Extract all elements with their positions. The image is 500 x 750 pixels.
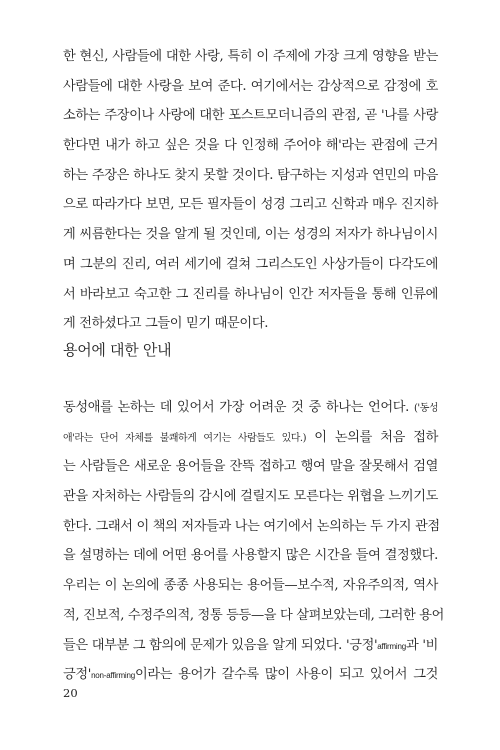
text-line: 한다면 내가 하고 싶은 것을 다 인정해 주어야 해'라는 관점에 근거 <box>63 138 438 154</box>
text-line: 소하는 주장이나 사랑에 대한 포스트모더니즘의 관점, 곧 '나를 사랑 <box>63 108 438 124</box>
text-line: 을 설명하는 데에 어떤 용어를 사용할지 많은 시간을 들여 결정했다. <box>63 548 438 564</box>
text-line: 서 바라보고 숙고한 그 진리를 하나님이 인간 저자들을 통해 인류에 <box>63 286 438 302</box>
text-line: 한다. 그래서 이 책의 저자들과 나는 여기에서 논의하는 두 가지 관점 <box>63 518 440 534</box>
text-line: 하는 주장은 하나도 찾지 못할 것이다. 탐구하는 지성과 연민의 마음 <box>63 167 438 183</box>
line-text: 과 '비 <box>406 637 438 653</box>
body-paragraph-1 <box>63 42 438 339</box>
english-gloss: affirming <box>377 641 407 651</box>
text-line: 게 씨름한다는 것을 알게 될 것인데, 이는 성경의 저자가 하나님이시 <box>63 227 438 243</box>
parenthetical-note: ('동성 <box>414 403 438 414</box>
text-line: 는 사람들은 새로운 용어들을 잔뜩 접하고 행여 말을 잘못해서 검열 <box>63 459 438 475</box>
text-line: 사람들에 대한 사랑을 보여 준다. 여기에서는 감상적으로 감정에 호 <box>63 78 438 94</box>
line-text: 이라는 용어가 갈수록 많이 사용이 되고 있어서 그것 <box>135 667 438 683</box>
text-line: 게 전하셨다고 그들이 믿기 때문이다. <box>63 316 269 332</box>
english-gloss: non-affirming <box>91 671 136 681</box>
body-paragraph-2 <box>63 393 445 690</box>
line-text: 동성애를 논하는 데 있어서 가장 어려운 것 중 하나는 언어다. <box>63 400 410 415</box>
section-heading: 용어에 대한 안내 <box>63 341 172 359</box>
parenthetical-note: 애'라는 단어 자체를 불쾌하게 여기는 사람들도 있다.) <box>63 432 307 444</box>
text-line: 으로 따라가다 보면, 모든 필자들이 성경 그리고 신학과 매우 진지하 <box>63 197 438 213</box>
text-line <box>63 631 438 661</box>
text-line <box>63 423 438 453</box>
text-line: 한 현신, 사람들에 대한 사랑, 특히 이 주제에 가장 크게 영향을 받는 <box>63 49 438 64</box>
text-line <box>63 660 438 690</box>
text-line: 며 그분의 진리, 여러 세기에 걸쳐 그리스도인 사상가들이 다각도에 <box>63 256 438 272</box>
text-line <box>63 393 438 423</box>
line-text: 들은 대부분 그 함의에 문제가 있음을 알게 되었다. <box>63 637 343 653</box>
page-number: 20 <box>63 686 78 700</box>
text-line: 관을 자처하는 사람들의 감시에 걸릴지도 모른다는 위협을 느끼기도 <box>63 489 438 505</box>
text-line: 적, 진보적, 수정주의적, 정통 등등—을 다 살펴보았는데, 그러한 용어 <box>63 607 445 623</box>
quoted-term: '긍정' <box>342 637 378 653</box>
line-text: 이 논의를 처음 접하 <box>306 429 438 445</box>
text-line: 우리는 이 논의에 종종 사용되는 용어들—보수적, 자유주의적, 역사 <box>63 578 438 594</box>
quoted-term: 긍정' <box>63 667 92 683</box>
